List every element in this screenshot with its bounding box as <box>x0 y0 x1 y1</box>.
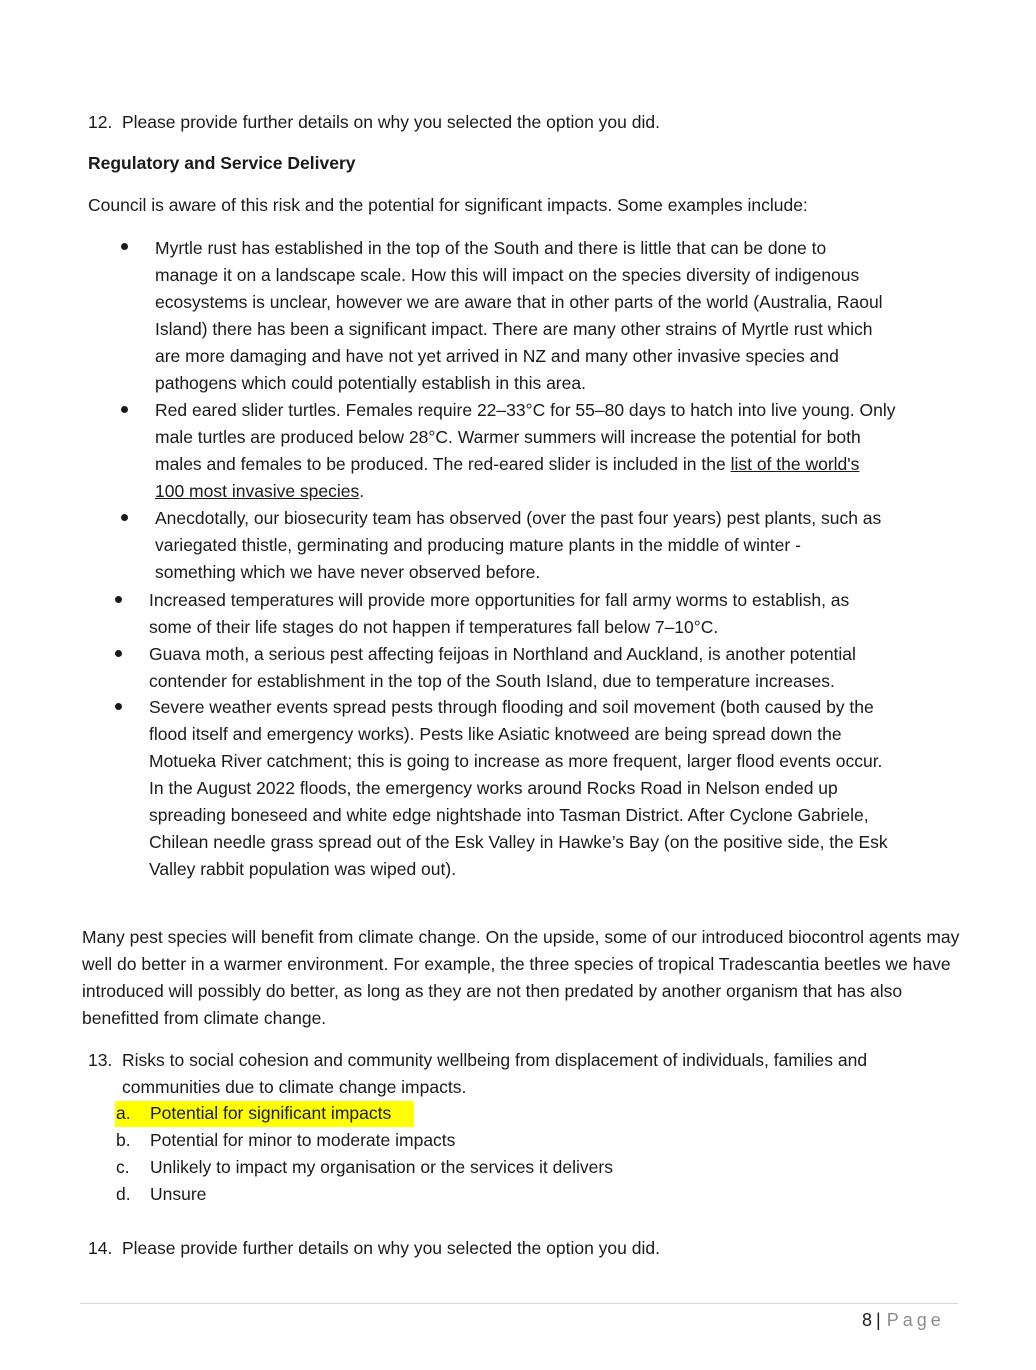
bullet-icon <box>115 650 122 657</box>
option-d-text: Unsure <box>150 1184 207 1204</box>
page-label: Page <box>886 1310 945 1330</box>
question-12-text: Please provide further details on why you selected the option you did. <box>122 112 660 132</box>
bullet-icon <box>121 243 128 250</box>
bullet-severe-weather: Severe weather events spread pests through flooding and soil movement (both caused by the flood itself and emergency works). Pests like Asiatic knotweed are being spread down the Motueka River catchment; this is going to increase as more frequent, larger flood events occur. In the August 2022 floods, the emergency works around Rocks Road in Nelson ended up spreading boneseed and white edge nightshade into Tasman District. After Cyclone Gabriele, Chilean needle grass spread out of the Esk Valley in Hawke’s Bay (on the positive side, the Esk Valley rabbit population was wiped out). <box>149 697 888 879</box>
question-14-number: 14. <box>88 1238 113 1258</box>
footer-divider <box>80 1303 958 1304</box>
bullet-fall-army-worms: Increased temperatures will provide more opportunities for fall army worms to establish, as some of their life stages do not happen if temperatures fall below 7–10°C. <box>149 590 850 637</box>
bullet-icon <box>115 703 122 710</box>
option-b-letter: b. <box>116 1130 131 1150</box>
footer-separator: | <box>876 1310 881 1330</box>
option-b-text: Potential for minor to moderate impacts <box>150 1130 456 1150</box>
question-13-number: 13. <box>88 1050 113 1070</box>
intro-text: Council is aware of this risk and the potential for significant impacts. Some examples include: <box>88 195 808 215</box>
bullet-icon <box>121 514 128 521</box>
invasive-species-link-line1[interactable]: list of the world's <box>730 454 860 474</box>
bullet-biosecurity: Anecdotally, our biosecurity team has observed (over the past four years) pest plants, such as variegated thistle, germinating and producing mature plants in the middle of winter - something which we have never observed before. <box>155 508 882 582</box>
bullet-red-eared-slider-text: Red eared slider turtles. Females require 22–33°C for 55–80 days to hatch into live young. Only male turtles are produced below 28°C. Warmer summers will increase the potential for both males and females to be produced. The red-eared slider is included in the <box>155 400 896 474</box>
bullet-red-eared-slider-end: . <box>359 481 365 501</box>
option-c-text: Unlikely to impact my organisation or the services it delivers <box>150 1157 613 1177</box>
option-a-letter: a. <box>116 1103 131 1123</box>
question-13-text: Risks to social cohesion and community wellbeing from displacement of individuals, families and communities due to climate change impacts. <box>122 1050 868 1097</box>
bullet-icon <box>121 406 128 413</box>
bullet-myrtle-rust: Myrtle rust has established in the top of the South and there is little that can be done to manage it on a landscape scale. How this will impact on the species diversity of indigenous ecosystems is unclear, however we are aware that in other parts of the world (Australia, Raoul Island) there has been a significant impact. There are many other strains of Myrtle rust which are more damaging and have not yet arrived in NZ and many other invasive species and pathogens which could potentially establish in this area. <box>155 238 883 393</box>
question-12-number: 12. <box>88 112 113 132</box>
bullet-guava-moth: Guava moth, a serious pest affecting feijoas in Northland and Auckland, is another potential contender for establishment in the top of the South Island, due to temperature increases. <box>149 644 856 691</box>
page-footer <box>862 1307 945 1334</box>
invasive-species-link-line2[interactable]: 100 most invasive species <box>155 481 360 501</box>
bullet-red-eared-slider <box>155 397 955 505</box>
question-14-text: Please provide further details on why you selected the option you did. <box>122 1238 660 1258</box>
biocontrol-paragraph: Many pest species will benefit from climate change. On the upside, some of our introduced biocontrol agents may well do better in a warmer environment. For example, the three species of tropical Tradescantia beetles we have introduced will possibly do better, as long as they are not then predated by another organism that has also benefitted from climate change. <box>82 927 960 1028</box>
option-c-letter: c. <box>116 1157 130 1177</box>
option-d-letter: d. <box>116 1184 131 1204</box>
section-heading: Regulatory and Service Delivery <box>88 153 356 173</box>
page-number: 8 <box>862 1310 873 1330</box>
option-a-text: Potential for significant impacts <box>150 1103 392 1123</box>
bullet-icon <box>115 596 122 603</box>
